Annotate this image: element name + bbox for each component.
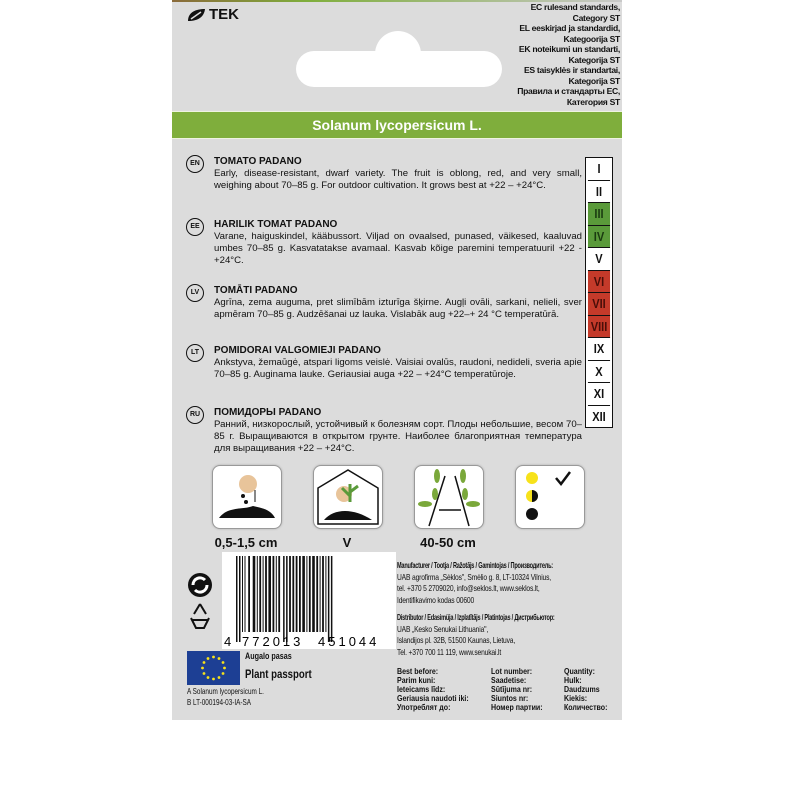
variety-description: Varane, haiguskindel, kääbussort. Viljad on ovaalsed, punased, väikesed, kaaluvad umbes 70–85 g. Kasvatatakse avamaal. Kasvab kõige paremini temperatuuril +22 - +24°C. [214, 231, 582, 266]
batch-label: Sūtījuma nr: [491, 684, 533, 694]
pictogram-label: 0,5-1,5 cm [214, 535, 278, 550]
legal-line: Kategoorija ST [563, 33, 620, 44]
barcode-bar [259, 556, 261, 632]
barcode-bar [268, 556, 271, 632]
batch-label: Употреблят до: [397, 702, 451, 712]
variety-title: POMIDORAI VALGOMIEJI PADANO [214, 345, 381, 356]
month-cell: IV [588, 226, 610, 249]
barcode-bar [296, 556, 298, 632]
barcode-bar [306, 556, 307, 632]
plant-passport-lt: Augalo pasas [245, 651, 292, 661]
language-badge-en: EN [186, 155, 204, 173]
legal-line: EL eeskirjad ja standardid, [519, 23, 620, 33]
barcode-bar [328, 556, 330, 642]
batch-label: Lot number: [491, 666, 533, 676]
barcode-bar [276, 556, 277, 632]
variety-description: Ankstyva, žemaūgė, atspari ligoms veislė. Vaisiai ovalūs, raudoni, nedideli, sveria apie 70–85 g. Auginama lauke. Geriausiai auga +22 – +24°C temperatūroje. [214, 357, 582, 380]
barcode-bar [302, 556, 305, 632]
variety-description: Agrīna, zema auguma, pret slimībām izturīga šķirne. Augļi ovāli, sarkani, nelieli, sver apmēram 70–85 g. Audzēšanai uz lauka. Vislabāk aug +22–+ 24 °C temperatūrā. [214, 297, 582, 320]
month-cell: X [588, 361, 610, 384]
month-cell: VII [588, 293, 610, 316]
manufacturer-info [397, 560, 580, 606]
distributor-info [397, 612, 582, 658]
barcode-bar [312, 556, 315, 632]
batch-label: Ieteicams līdz: [397, 684, 446, 694]
batch-label: Parim kuni: [397, 675, 436, 685]
batch-label: Номер партии: [491, 702, 543, 712]
batch-label: Best before: [397, 666, 439, 676]
manufacturer-line: tel. +370 5 2709020, info@seklos.lt, www.seklos.lt, [397, 583, 540, 593]
legal-line: ES taisyklės ir standartai, [523, 65, 620, 75]
batch-label: Quantity: [564, 666, 595, 676]
manufacturer-line: Identifikavimo kodas 00600 [397, 594, 475, 605]
month-cell: XI [588, 383, 610, 406]
barcode-bar [278, 556, 280, 632]
variety-title: HARILIK TOMAT PADANO [214, 219, 338, 230]
batch-label: Kiekis: [564, 693, 588, 703]
legal-line: EK noteikumi un standarti, [518, 44, 620, 54]
barcode [222, 552, 396, 649]
green-dot-icon [188, 573, 212, 597]
batch-label: Geriausia naudoti iki: [397, 693, 469, 703]
barcode-digits-right: 451044 [318, 634, 380, 649]
passport-species: A Solanum lycopersicum L. [187, 686, 264, 696]
language-badge-lv: LV [186, 284, 204, 302]
barcode-bar [257, 556, 258, 632]
barcode-bar [263, 556, 264, 632]
batch-label: Saadetise: [491, 675, 527, 685]
manufacturer-line: UAB agrofirma „Sėklos", Smėlio g. 8, LT-10324 Vilnius, [397, 571, 551, 582]
batch-label: Daudzums [564, 684, 600, 694]
barcode-bar [292, 556, 294, 632]
barcode-digits-left: 772013 [242, 634, 304, 649]
batch-label: Количество: [564, 702, 608, 712]
barcode-digit-first: 4 [224, 634, 235, 649]
batch-info-column [397, 667, 469, 712]
barcode-bar [316, 556, 318, 632]
batch-label: Hulk: [564, 675, 582, 685]
legal-line: Правила и стандарты ЕС, [517, 86, 620, 96]
brand-logo [186, 6, 239, 23]
greenhouse-planting-icon [313, 465, 383, 529]
recycle-icons [187, 572, 215, 632]
variety-description: Early, disease-resistant, dwarf variety. The fruit is oblong, red, and very small, weighing about 70–85 g. For outdoor cultivation. It grows best at +22 – +24°C. [214, 168, 582, 191]
plant-passport-en: Plant passport [245, 667, 312, 681]
sunlight-icon [515, 465, 585, 529]
month-cell: II [588, 181, 610, 204]
leaf-icon [186, 8, 206, 22]
barcode-bar [331, 556, 333, 642]
month-cell: IX [588, 338, 610, 361]
species-band: Solanum lycopersicum L. [172, 111, 622, 139]
month-cell: VI [588, 271, 610, 294]
eu-flag [187, 651, 240, 685]
legal-line: EC rulesand standards, [530, 2, 620, 12]
legal-line: Kategorija ST [568, 75, 620, 86]
manufacturer-heading: Manufacturer / Tootja / Ražotājs / Gamintojas / Производитель: [397, 561, 553, 570]
barcode-bar [286, 556, 288, 642]
batch-info-column [564, 667, 607, 712]
barcode-bar [309, 556, 311, 632]
barcode-bar [322, 556, 324, 632]
distributor-heading: Distributor / Edasimüja / Izplatītājs / Platintojas / Дистрибьютор: [397, 613, 555, 622]
legal-line: Категория ST [566, 96, 620, 107]
variety-description: Ранний, низкорослый, устойчивый к болезням сорт. Плоды небольшие, весом 70–85 г. Выращиваются в открытом грунте. Наиболее благоприятная температура для выращивания +22 – +24°C. [214, 419, 582, 454]
month-cell: III [588, 203, 610, 226]
barcode-bar [273, 556, 275, 632]
batch-label: Siuntos nr: [491, 693, 529, 703]
language-badge-lt: LT [186, 344, 204, 362]
barcode-bar [248, 556, 250, 632]
barcode-bar [236, 556, 238, 642]
barcode-bar [320, 556, 321, 632]
month-cell: VIII [588, 316, 610, 339]
barcode-bar [299, 556, 301, 632]
sowing-depth-icon [212, 465, 282, 529]
month-cell: XII [592, 408, 606, 424]
language-badge-ru: RU [186, 406, 204, 424]
barcode-bar [253, 556, 256, 632]
passport-code: B LT-000194-03-IA-SA [187, 697, 252, 707]
variety-title: TOMATO PADANO [214, 156, 302, 167]
recycling-icon [191, 604, 209, 628]
distributor-line: Islandijos pl. 32B, 51500 Kaunas, Lietuva, [397, 635, 516, 645]
barcode-bar [325, 556, 326, 632]
month-cell: I [588, 158, 610, 181]
pictogram-label: 40-50 cm [420, 535, 476, 550]
barcode-bar [242, 556, 243, 632]
pictogram-label: V [342, 535, 352, 550]
barcode-bar [245, 556, 246, 632]
month-cell: V [588, 248, 610, 271]
plant-spacing-icon [414, 465, 484, 529]
barcode-bar [283, 556, 285, 642]
batch-info-column [491, 667, 543, 712]
distributor-line: UAB „Kesko Senukai Lithuania", [397, 623, 489, 634]
ec-standards-text [517, 2, 620, 107]
variety-title: ПОМИДОРЫ PADANO [214, 407, 322, 418]
variety-title: TOMĀTI PADANO [214, 285, 298, 296]
barcode-bar [289, 556, 291, 632]
distributor-line: Tel. +370 700 11 119, www.senukai.lt [397, 646, 502, 657]
barcode-bar [265, 556, 267, 632]
language-badge-ee: EE [186, 218, 204, 236]
month-calendar [585, 157, 613, 428]
legal-line: Kategorija ST [568, 54, 620, 65]
hang-hole-slot [296, 51, 502, 87]
barcode-bar [239, 556, 241, 642]
brand-name: TEK [209, 6, 239, 23]
legal-line: Category ST [572, 12, 620, 23]
